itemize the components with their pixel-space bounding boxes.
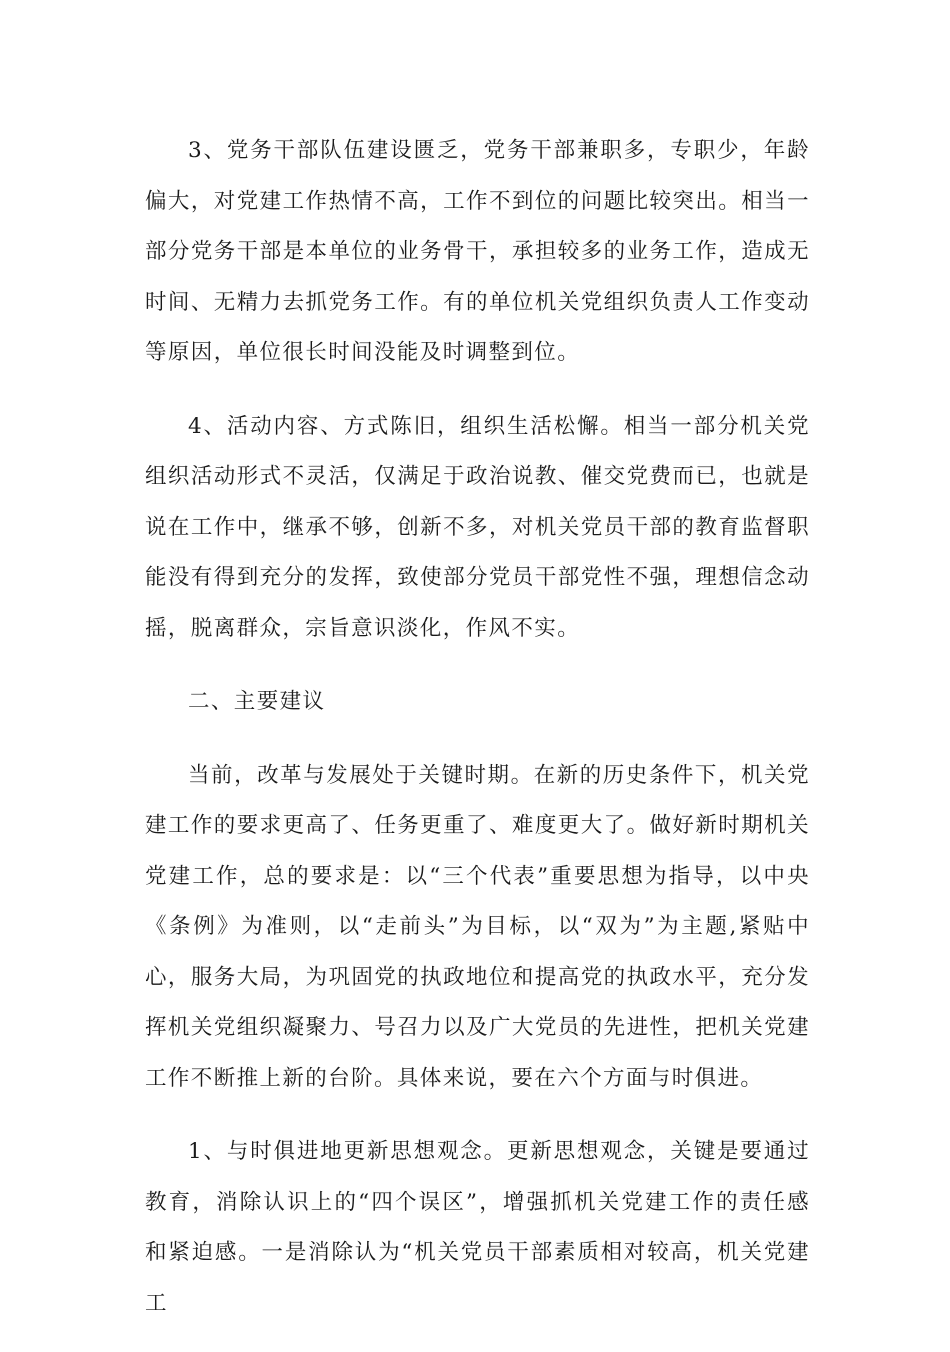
section-heading-main-suggestions: 二、主要建议: [188, 689, 326, 714]
paragraph-update-thinking: 1、与时俱进地更新思想观念。更新思想观念，关键是要通过教育，消除认识上的“四个误区”，增强抓机关党建工作的责任感和紧迫感。一是消除认为“机关党员干部素质相对较高，机关党建工: [145, 1139, 810, 1316]
document-body: [145, 126, 810, 1352]
paragraph-party-cadre-team: 3、党务干部队伍建设匮乏，党务干部兼职多，专职少，年龄偏大，对党建工作热情不高，工作不到位的问题比较突出。相当一部分党务干部是本单位的业务骨干，承担较多的业务工作，造成无时间、无精力去抓党务工作。有的单位机关党组织负责人工作变动等原因，单位很长时间没能及时调整到位。: [145, 138, 810, 365]
paragraph-activity-content: 4、活动内容、方式陈旧，组织生活松懈。相当一部分机关党组织活动形式不灵活，仅满足于政治说教、催交党费而已，也就是说在工作中，继承不够，创新不多，对机关党员干部的教育监督职能没有得到充分的发挥，致使部分党员干部党性不强，理想信念动摇，脱离群众，宗旨意识淡化，作风不实。: [145, 413, 810, 641]
paragraph-current-situation: 当前，改革与发展处于关键时期。在新的历史条件下，机关党建工作的要求更高了、任务更重了、难度更大了。做好新时期机关党建工作，总的要求是：以“三个代表”重要思想为指导，以中央《条例》为准则，以“走前头”为目标，以“双为”为主题,紧贴中心，服务大局，为巩固党的执政地位和提高党的执政水平，充分发挥机关党组织凝聚力、号召力以及广大党员的先进性，把机关党建工作不断推上新的台阶。具体来说，要在六个方面与时俱进。: [145, 762, 810, 1091]
